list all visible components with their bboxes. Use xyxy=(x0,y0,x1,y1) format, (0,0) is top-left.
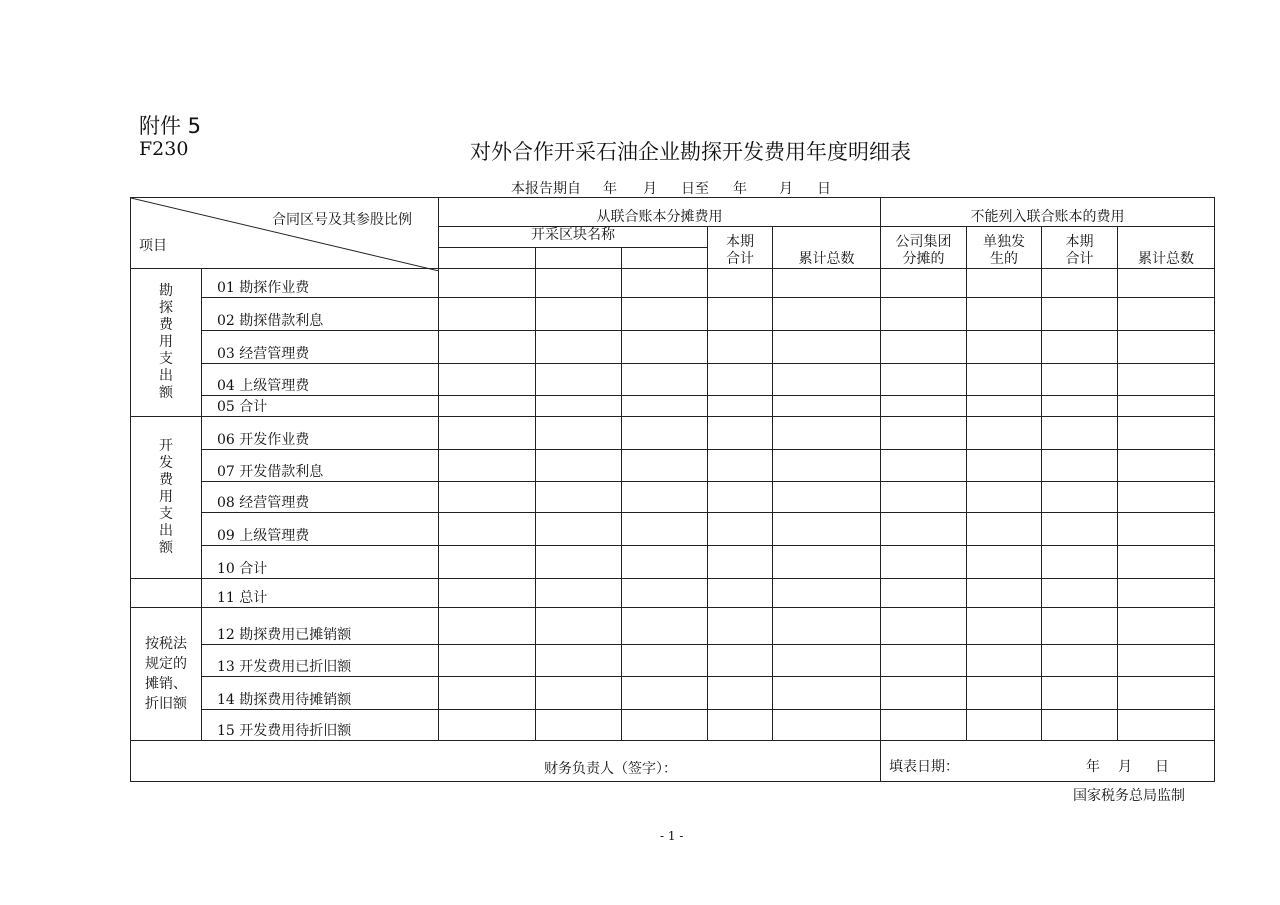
expense-table xyxy=(130,197,1215,782)
cumulative-2-header: 累计总数 xyxy=(1118,227,1215,269)
fill-date-label: 填表日期： xyxy=(889,759,959,775)
row-label: 03 经营管理费 xyxy=(202,331,439,364)
group-allocated-header: 公司集团 分摊的 xyxy=(881,227,967,269)
cumulative-header: 累计总数 xyxy=(773,227,881,269)
diagonal-line xyxy=(131,198,439,271)
row-label: 01 勘探作业费 xyxy=(202,269,439,298)
non-joint-account-group-header: 不能列入联合账本的费用 xyxy=(881,198,1215,227)
tax-section-label: 按税法 规定的 摊销、 折旧额 xyxy=(131,608,202,741)
period-year-2: 年 xyxy=(733,181,747,197)
block-cell-1 xyxy=(439,248,536,269)
period-month-2: 月 xyxy=(779,181,793,197)
row-label: 15 开发费用待折旧额 xyxy=(202,710,439,741)
single-incurred-header: 单独发 生的 xyxy=(967,227,1042,269)
row-label: 08 经营管理费 xyxy=(202,482,439,513)
page-number: - 1 - xyxy=(660,829,684,843)
fill-date-cell xyxy=(881,741,1215,782)
row-label: 11 总计 xyxy=(202,579,439,608)
row-label: 06 开发作业费 xyxy=(202,417,439,450)
finance-signature-cell xyxy=(131,741,881,782)
fill-date-year: 年 xyxy=(1086,759,1100,775)
exploration-section-label: 勘 探 费 用 支 出 额 xyxy=(131,269,202,417)
development-section-label: 开 发 费 用 支 出 额 xyxy=(131,417,202,579)
period-day-2: 日 xyxy=(817,181,831,197)
period-month-1: 月 xyxy=(643,181,657,197)
period-total-2-header: 本期 合计 xyxy=(1042,227,1118,269)
fill-date-day: 日 xyxy=(1155,759,1169,775)
fill-date-month: 月 xyxy=(1118,759,1132,775)
finance-head-label: 财务负责人（签字）： xyxy=(544,761,677,777)
page-title: 对外合作开采石油企业勘探开发费用年度明细表 xyxy=(470,140,911,164)
row-label: 02 勘探借款利息 xyxy=(202,298,439,331)
block-cell-3 xyxy=(622,248,708,269)
row-label: 05 合计 xyxy=(202,396,439,417)
report-period xyxy=(511,178,831,198)
row-label: 13 开发费用已折旧额 xyxy=(202,645,439,677)
row-label: 07 开发借款利息 xyxy=(202,450,439,482)
period-day-to: 日至 xyxy=(681,181,709,197)
blank-section-cell xyxy=(131,579,202,608)
row-label: 09 上级管理费 xyxy=(202,513,439,546)
issuer-note: 国家税务总局监制 xyxy=(1073,788,1185,804)
item-header: 项目 xyxy=(139,238,167,254)
row-label: 04 上级管理费 xyxy=(202,364,439,396)
contract-area-header: 合同区号及其参股比例 xyxy=(272,212,412,228)
period-label: 本报告期自 xyxy=(511,181,581,197)
row-label: 12 勘探费用已摊销额 xyxy=(202,608,439,645)
period-total-header: 本期 合计 xyxy=(708,227,773,269)
block-cell-2 xyxy=(536,248,622,269)
corner-header-cell xyxy=(131,198,439,269)
form-number: F230 xyxy=(139,138,189,160)
row-label: 14 勘探费用待摊销额 xyxy=(202,677,439,710)
attachment-label: 附件 5 xyxy=(139,114,202,138)
joint-account-group-header: 从联合账本分摊费用 xyxy=(439,198,881,227)
period-year-1: 年 xyxy=(603,181,617,197)
block-name-header: 开采区块名称 xyxy=(439,227,708,248)
row-label: 10 合计 xyxy=(202,546,439,579)
